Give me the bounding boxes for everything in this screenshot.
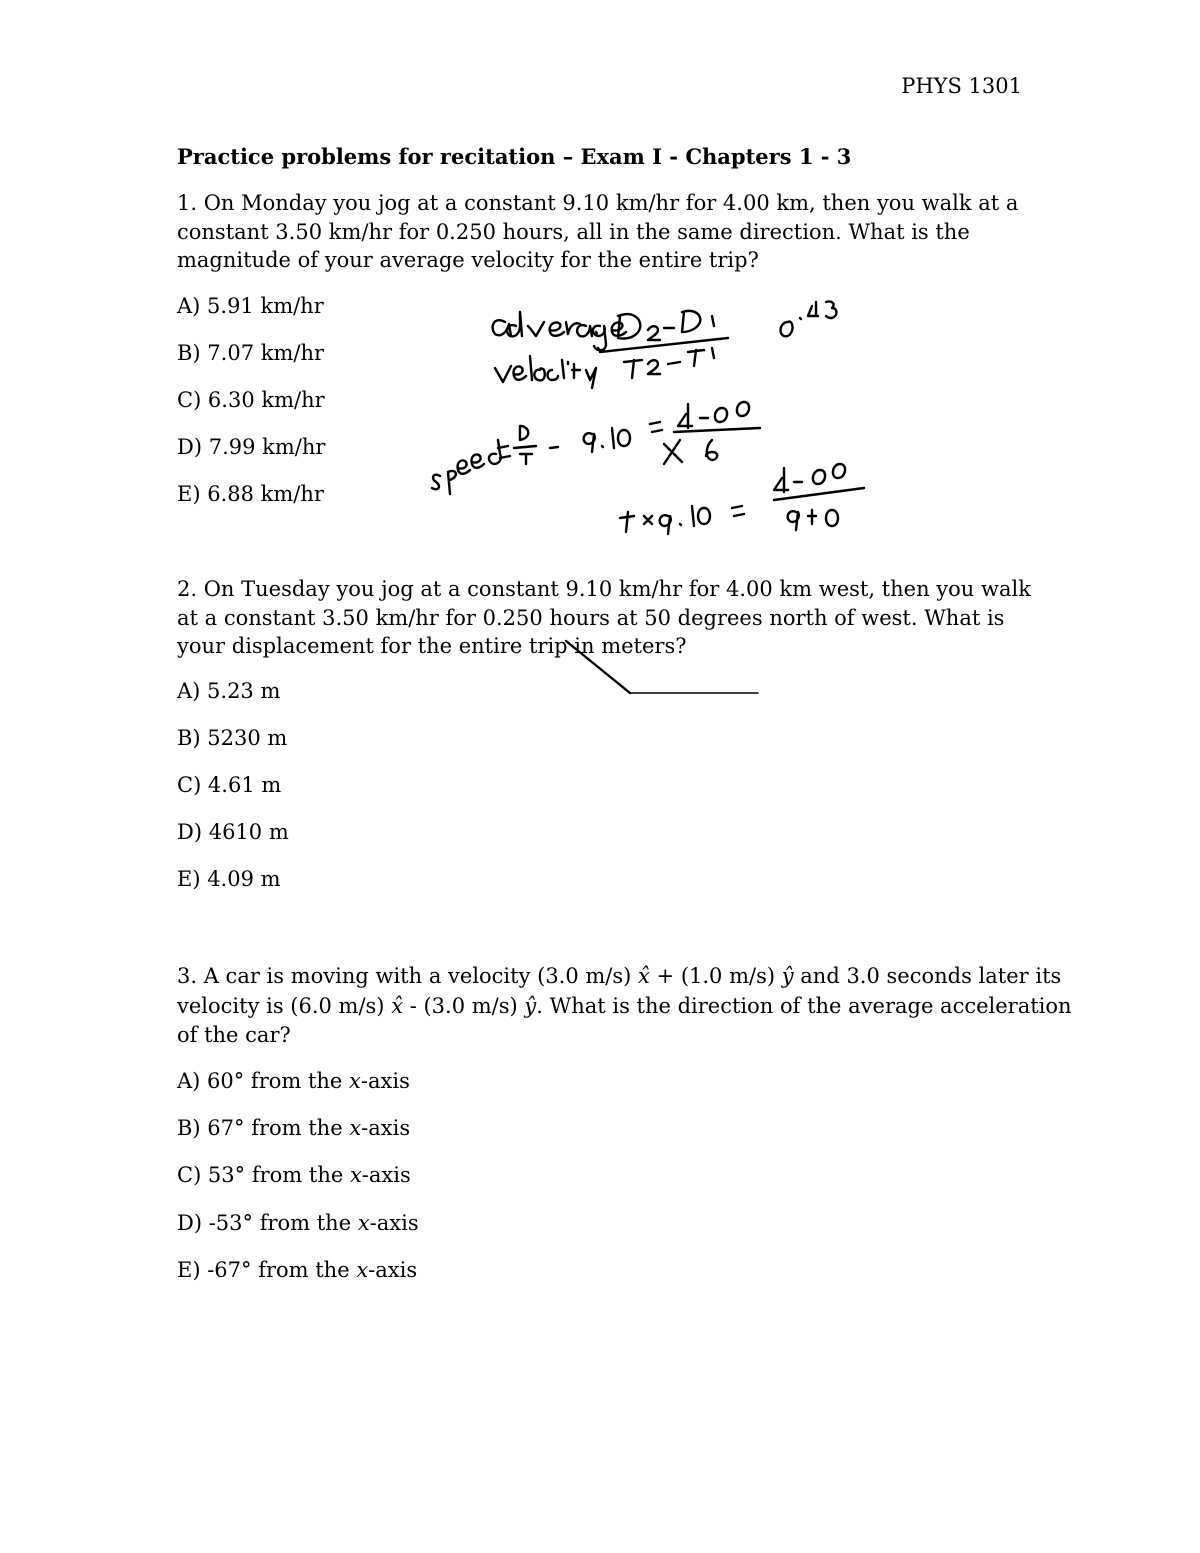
question-2-text: 2. On Tuesday you jog at a constant 9.10 km/hr for 4.00 km west, then you walk at a constant 3.50 km/hr for 0.250 hours at 50 degrees north of west. What is your displacement for the entire trip in meters?	[177, 577, 1031, 658]
ink-fraction-bar-2	[674, 428, 760, 432]
q3-option-c: C) 53° from the x-axis	[177, 1163, 411, 1187]
q3-option-e: E) -67° from the x-axis	[177, 1258, 418, 1282]
ink-word-average	[493, 312, 626, 350]
page-title: Practice problems for recitation – Exam I - Chapters 1 - 3	[177, 144, 852, 169]
q3-option-a: A) 60° from the x-axis	[177, 1069, 410, 1093]
ink-formula-denominator	[624, 348, 714, 378]
q1-option-b: B) 7.07 km/hr	[177, 341, 325, 365]
q1-option-e: E) 6.88 km/hr	[177, 482, 324, 506]
course-header: PHYS 1301	[901, 74, 1022, 98]
y-unit-vector: ŷ	[781, 964, 794, 988]
ink-number-4-00-lower	[774, 464, 845, 492]
ink-number-9-10-lower	[788, 510, 838, 530]
q3-option-d: D) -53° from the x-axis	[177, 1211, 419, 1235]
ink-corner-number	[781, 301, 837, 336]
ink-speed-label	[432, 440, 510, 494]
ink-fraction-bar	[600, 338, 728, 352]
question-1-text: 1. On Monday you jog at a constant 9.10 km/hr for 4.00 km, then you walk at a constant 3.50 km/hr for 0.250 hours, all in the same direction. What is the magnitude of your average velocity for the entire trip?	[177, 191, 1019, 272]
ink-letter-t	[706, 440, 717, 460]
x-unit-vector: x̂	[638, 964, 650, 988]
ink-dash	[550, 447, 558, 448]
q3-option-b: B) 67° from the x-axis	[177, 1116, 411, 1140]
ink-colon	[596, 332, 599, 349]
question-3-line-1: 3. A car is moving with a velocity (3.0 m/s) x̂ + (1.0 m/s) ŷ and 3.0 seconds later its	[177, 964, 1062, 988]
q2-option-e: E) 4.09 m	[177, 867, 281, 891]
ink-word-velocity	[495, 356, 596, 388]
question-3-line-2: velocity is (6.0 m/s) x̂ - (3.0 m/s) ŷ. What is the direction of the average acceleration	[177, 994, 1072, 1018]
ink-cross-mark	[664, 440, 682, 464]
q1-option-a: A) 5.91 km/hr	[177, 294, 324, 318]
q1-option-c: C) 6.30 km/hr	[177, 388, 325, 412]
y-unit-vector: ŷ	[524, 994, 537, 1018]
ink-number-9-10	[584, 428, 630, 452]
q2-option-b: B) 5230 m	[177, 726, 288, 750]
q2-option-a: A) 5.23 m	[177, 679, 281, 703]
q2-option-c: C) 4.61 m	[177, 773, 282, 797]
q2-option-d: D) 4610 m	[177, 820, 289, 844]
ink-formula-numerator	[618, 311, 714, 340]
ink-number-4-00	[678, 402, 749, 428]
ink-equals	[650, 422, 662, 432]
ink-t-equation	[620, 506, 744, 534]
q1-option-d: D) 7.99 km/hr	[177, 435, 326, 459]
question-3-line-3: of the car?	[177, 1023, 291, 1047]
x-unit-vector: x̂	[391, 994, 404, 1018]
ink-fraction-bar-3	[774, 488, 864, 500]
ink-fraction-d-over-t	[514, 426, 536, 464]
